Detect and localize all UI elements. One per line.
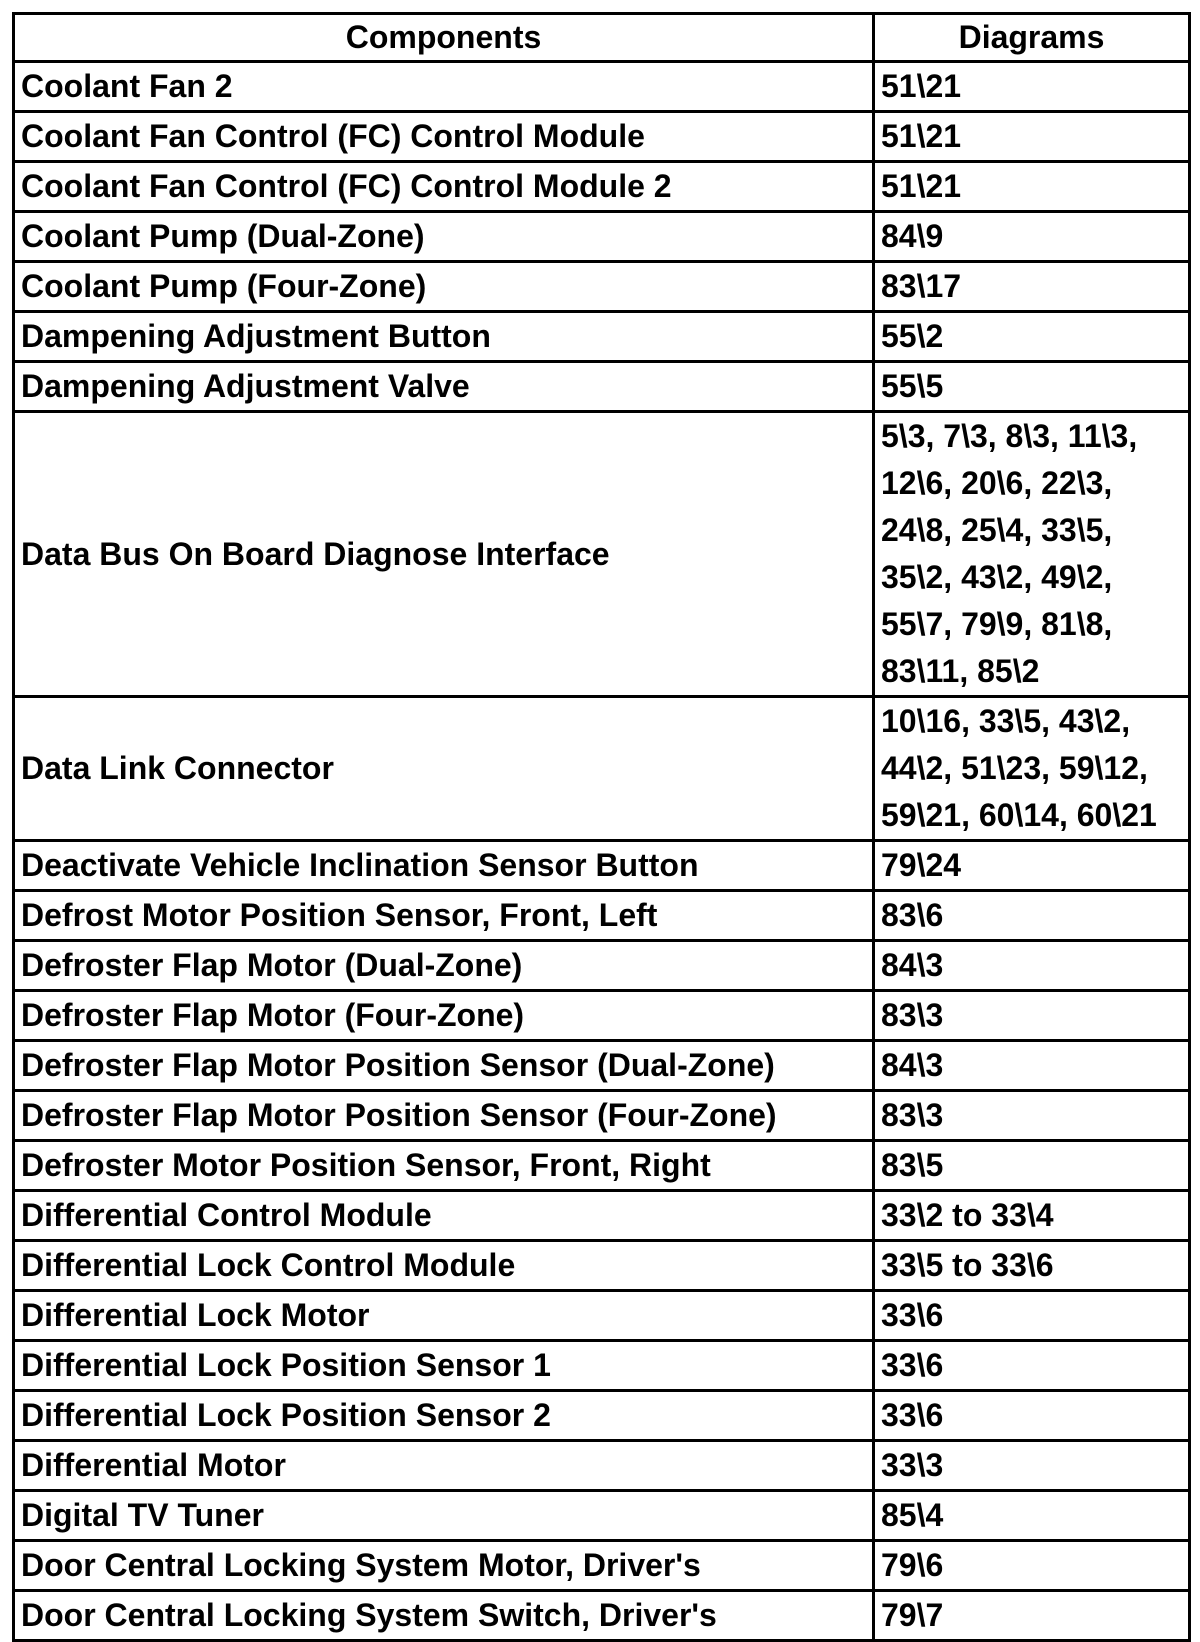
diagrams-header: Diagrams <box>874 14 1190 62</box>
table-row <box>14 1291 1190 1341</box>
diagrams-cell <box>874 1391 1190 1441</box>
diagram-reference: 79\7 <box>881 1597 944 1633</box>
diagram-reference: 85\4 <box>881 1497 944 1533</box>
diagrams-cell <box>874 312 1190 362</box>
diagram-reference: 33\6 <box>881 1297 944 1333</box>
component-cell: Door Central Locking System Motor, Driver's <box>14 1541 874 1591</box>
diagram-reference: 84\3 <box>881 947 944 983</box>
table-row <box>14 1141 1190 1191</box>
diagram-reference: 10\16, 33\5, 43\2, <box>881 703 1131 739</box>
component-cell: Defroster Motor Position Sensor, Front, Right <box>14 1141 874 1191</box>
table-row <box>14 62 1190 112</box>
table-row <box>14 1341 1190 1391</box>
table-row <box>14 412 1190 697</box>
component-cell: Dampening Adjustment Button <box>14 312 874 362</box>
table-body <box>14 62 1190 1641</box>
diagrams-cell <box>874 991 1190 1041</box>
table-row <box>14 362 1190 412</box>
component-cell: Defroster Flap Motor (Dual-Zone) <box>14 941 874 991</box>
table-row <box>14 697 1190 841</box>
component-cell: Data Bus On Board Diagnose Interface <box>14 412 874 697</box>
table-row <box>14 162 1190 212</box>
table-row <box>14 262 1190 312</box>
diagrams-cell <box>874 412 1190 697</box>
table-row <box>14 1091 1190 1141</box>
header-row <box>14 14 1190 62</box>
diagram-reference: 51\21 <box>881 68 962 104</box>
table-row <box>14 941 1190 991</box>
diagram-reference: 33\3 <box>881 1447 944 1483</box>
diagrams-cell <box>874 262 1190 312</box>
diagram-reference: 55\7, 79\9, 81\8, <box>881 606 1113 642</box>
component-cell: Differential Lock Motor <box>14 1291 874 1341</box>
diagram-reference: 44\2, 51\23, 59\12, <box>881 750 1148 786</box>
component-cell: Defrost Motor Position Sensor, Front, Left <box>14 891 874 941</box>
diagrams-cell <box>874 1541 1190 1591</box>
diagrams-cell <box>874 1041 1190 1091</box>
component-cell: Differential Control Module <box>14 1191 874 1241</box>
components-header: Components <box>14 14 874 62</box>
component-cell: Deactivate Vehicle Inclination Sensor Button <box>14 841 874 891</box>
diagram-reference: 35\2, 43\2, 49\2, <box>881 559 1113 595</box>
component-cell: Differential Lock Position Sensor 2 <box>14 1391 874 1441</box>
diagrams-cell <box>874 1341 1190 1391</box>
diagram-reference: 55\2 <box>881 318 944 354</box>
diagram-reference: 83\11, 85\2 <box>881 653 1040 689</box>
component-cell: Coolant Pump (Dual-Zone) <box>14 212 874 262</box>
diagram-reference: 84\3 <box>881 1047 944 1083</box>
table-row <box>14 312 1190 362</box>
diagram-reference: 83\3 <box>881 997 944 1033</box>
component-cell: Coolant Fan Control (FC) Control Module 2 <box>14 162 874 212</box>
diagram-reference: 84\9 <box>881 218 944 254</box>
table-row <box>14 1041 1190 1091</box>
table-row <box>14 212 1190 262</box>
diagram-reference: 12\6, 20\6, 22\3, <box>881 465 1113 501</box>
table-row <box>14 1541 1190 1591</box>
diagrams-cell <box>874 1491 1190 1541</box>
component-cell: Coolant Pump (Four-Zone) <box>14 262 874 312</box>
table-row <box>14 891 1190 941</box>
diagram-reference: 51\21 <box>881 168 962 204</box>
table-header <box>14 14 1190 62</box>
component-cell: Differential Lock Control Module <box>14 1241 874 1291</box>
component-cell: Defroster Flap Motor Position Sensor (Four-Zone) <box>14 1091 874 1141</box>
diagram-reference: 83\3 <box>881 1097 944 1133</box>
diagrams-cell <box>874 162 1190 212</box>
table-row <box>14 841 1190 891</box>
component-diagram-table <box>12 12 1191 1642</box>
component-cell: Differential Lock Position Sensor 1 <box>14 1341 874 1391</box>
table-row <box>14 112 1190 162</box>
component-cell: Coolant Fan Control (FC) Control Module <box>14 112 874 162</box>
diagrams-cell <box>874 941 1190 991</box>
component-cell: Coolant Fan 2 <box>14 62 874 112</box>
diagram-reference: 33\6 <box>881 1347 944 1383</box>
diagrams-cell <box>874 841 1190 891</box>
diagrams-cell <box>874 62 1190 112</box>
diagrams-cell <box>874 1441 1190 1491</box>
diagram-reference: 33\5 to 33\6 <box>881 1247 1054 1283</box>
table-row <box>14 1241 1190 1291</box>
component-cell: Digital TV Tuner <box>14 1491 874 1541</box>
diagrams-cell <box>874 362 1190 412</box>
diagram-reference: 59\21, 60\14, 60\21 <box>881 797 1157 833</box>
table-row <box>14 1441 1190 1491</box>
diagrams-cell <box>874 697 1190 841</box>
component-cell: Differential Motor <box>14 1441 874 1491</box>
component-cell: Defroster Flap Motor Position Sensor (Dual-Zone) <box>14 1041 874 1091</box>
table-row <box>14 1391 1190 1441</box>
diagram-reference: 79\24 <box>881 847 962 883</box>
diagram-reference: 83\17 <box>881 268 962 304</box>
diagrams-cell <box>874 1191 1190 1241</box>
diagrams-cell <box>874 212 1190 262</box>
diagram-reference: 5\3, 7\3, 8\3, 11\3, <box>881 418 1138 454</box>
diagram-reference: 24\8, 25\4, 33\5, <box>881 512 1113 548</box>
diagram-reference: 33\2 to 33\4 <box>881 1197 1054 1233</box>
table-row <box>14 991 1190 1041</box>
diagrams-cell <box>874 1241 1190 1291</box>
diagrams-cell <box>874 1141 1190 1191</box>
table-row <box>14 1191 1190 1241</box>
component-cell: Door Central Locking System Switch, Driver's <box>14 1591 874 1641</box>
component-cell: Defroster Flap Motor (Four-Zone) <box>14 991 874 1041</box>
diagram-reference: 79\6 <box>881 1547 944 1583</box>
diagram-reference: 33\6 <box>881 1397 944 1433</box>
diagram-reference: 83\5 <box>881 1147 944 1183</box>
component-cell: Dampening Adjustment Valve <box>14 362 874 412</box>
diagram-reference: 83\6 <box>881 897 944 933</box>
table-row <box>14 1491 1190 1541</box>
diagrams-cell <box>874 1091 1190 1141</box>
diagrams-cell <box>874 891 1190 941</box>
diagram-reference: 55\5 <box>881 368 944 404</box>
diagrams-cell <box>874 112 1190 162</box>
diagram-reference: 51\21 <box>881 118 962 154</box>
diagrams-cell <box>874 1291 1190 1341</box>
component-cell: Data Link Connector <box>14 697 874 841</box>
